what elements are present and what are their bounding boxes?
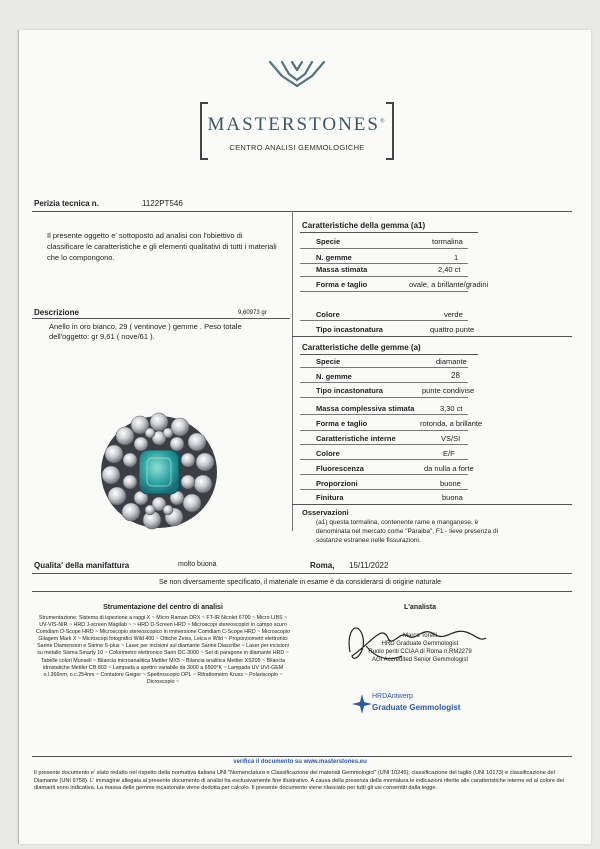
gem-a1-title: Caratteristiche della gemma (a1) [302, 221, 426, 230]
report-label: Perizia tecnica n. [34, 199, 99, 208]
gem-a-value: E/F [443, 449, 455, 458]
place-label: Roma, [310, 561, 335, 570]
gem-a1-value: ovale, a brillante/gradini [409, 280, 489, 289]
legal-notice: Il presente documento e' stato redatto nel rispetto della normativa italiana UNI "Nomenclatura e Classificazione dei materiali Gemmologici" (UNI 10245), classificazione del taglio (UNI 10173) e classificazione del Diamante (UNI 9758). L' immagine allegata al presente documento di analisi ha esclusivamente fine illustrativo. A causa della presenza della montatura le indicazioni riferite alle caratteristiche interne ed al colore dei diamanti sono indicativa. La massa delle gemme incastonate viene dedotta per calcolo. Il presente documento viene rilasciato per tutti gli usi consentiti dalla legge. [34, 770, 564, 792]
gem-a-label: Tipo incastonatura [316, 386, 383, 395]
header-divider [32, 211, 572, 212]
analyst-line: AGI Accredited Senior Gemmologist [371, 657, 469, 663]
description-weight: 9,60973 gr [238, 310, 267, 316]
gem-a-label: Proporzioni [316, 479, 358, 488]
quality-label: Qualita' della manifattura [34, 561, 130, 570]
instruments-title: Strumentazione del centro di analisi [103, 604, 223, 611]
gem-a-label: Colore [316, 449, 340, 458]
analyst-credentials [330, 632, 510, 664]
gem-a-label: Specie [316, 357, 341, 366]
gem-a1-value: verde [444, 310, 463, 319]
origin-disclaimer: Se non diversamente specificato, il materiale in esame è da considerarsi di origine naturale [158, 579, 442, 586]
verify-link[interactable]: verifica il documento su www.masterstones.eu [233, 759, 367, 765]
brand-logo [200, 102, 394, 160]
gem-a-label: Massa complessiva stimata [316, 404, 415, 413]
analyst-title: L'analista [403, 604, 436, 611]
description-divider [32, 318, 290, 319]
instruments-text: Strumentazione: Sistema di ispezione a raggi X ~ Micro Raman DRX ~ FT-IR Nicolet 6700 ~ Micro LIBS ~ UV-VIS-NIR ~ HRD J-screen Magilab ~ ~ HRD D-Screen HRD ~ Microscopi stereoscopici in campo scuro Comdiam D-Scope HRD ~ Microscopio stereoscopico in immersione Comdiam C-Scope HRD ~ Microscopio Gilagem Mark X ~ Microscopi fotografici Wild 400 ~ Ottiche Zeiss, Leica e Wild ~ Proporziometri elettronici Sarine Diamension e Sarine S-plus ~ Laser per incisioni sul diamante Sarine Diascribe ~ Laser per incisioni su metallo Sisma Smarty 10 ~ Colorimetro elettronico Sarin DC-3000 ~ Set di paragone in diamante HRD ~ Tabelle colori Munsell ~ Bilancia microanalitica Mettler MX5 ~ Bilancia analitica Mettler XS205 ~ Bilancia idrostatiche Mettler CB 803 ~ Lampada a spettro variabile da 3000 a 6500°K ~ Lampada UV UVI-GEM o.l.366nm, o.c.254nm ~ Contatore Geiger ~ Spettroscopio OPL ~ Rifrattometro Kruss ~ Polariscopio ~ Dicroscopio ~ [35, 615, 291, 685]
gem-a1-label: Specie [316, 237, 341, 246]
gem-a1-value: quattro punte [430, 325, 475, 334]
gem-a-title: Caratteristiche delle gemme (a) [302, 343, 421, 352]
gem-a-label: Forma e taglio [316, 419, 368, 428]
gem-a-label: N. gemme [316, 372, 352, 381]
hrd-star-icon [352, 694, 372, 714]
gem-a-value: diamante [436, 357, 467, 366]
analyst-line: Ruolo periti CCIAA di Roma n.RM2279 [368, 649, 472, 655]
gem-a-value: da nulla a forte [424, 464, 474, 473]
gem-a1-label: Massa stimata [316, 265, 368, 274]
quality-value: molto buona [178, 561, 217, 568]
diamond-logo-icon [262, 56, 332, 96]
brand-name: MASTERSTONES® [207, 114, 387, 135]
hrd-badge-bottom: Graduate Gemmologist [372, 703, 461, 712]
analyst-line: HRD Graduate Gemmologist [381, 641, 459, 647]
gem-a-value: 3,30 ct [440, 404, 463, 413]
analyst-name: Marco Torelli [403, 633, 437, 639]
observations-label: Osservazioni [302, 508, 349, 517]
date-value: 15/11/2022 [349, 561, 389, 570]
gem-a1-label: N. gemme [316, 253, 352, 262]
gem-a1-value: 1 [454, 253, 459, 262]
gem-a-value: VS/SI [441, 434, 461, 443]
report-number: 1122PT546 [142, 199, 183, 208]
gem-a-value: punte condivise [422, 386, 475, 395]
ring-photo [84, 400, 234, 540]
description-label: Descrizione [34, 308, 79, 317]
hrd-badge-top: HRDAntwerp [372, 693, 413, 700]
gem-a-label: Fluorescenza [316, 464, 364, 473]
gem-a-value: rotonda, a brillante [420, 419, 483, 428]
gem-a-value: buona [442, 493, 463, 502]
intro-text: Il presente oggetto e' sottoposto ad analisi con l'obiettivo di classificare le caratteristiche e gli elementi qualitativi di tutti i materiali che lo compongono. [47, 231, 277, 262]
gem-a1-label: Colore [316, 310, 340, 319]
gem-a1-value: tormalina [432, 237, 463, 246]
gem-a1-label: Tipo incastonatura [316, 325, 383, 334]
description-text: Anello in oro bianco, 29 ( ventinove ) gemme . Peso totale dell'oggetto: gr 9,61 ( nove/61 ). [49, 322, 242, 341]
brand-subtitle: CENTRO ANALISI GEMMOLOGICHE [229, 143, 365, 152]
column-divider [292, 211, 293, 531]
gem-a-label: Finitura [316, 493, 344, 502]
gem-a-value: 28 [451, 371, 460, 380]
gem-a1-value: 2,40 ct [438, 265, 461, 274]
gem-a-label: Caratteristiche interne [316, 434, 396, 443]
observations-text: (a1) questa tormalina, contenente rame e manganese, è denominata nel mercato come "Paraiba", F1 - lieve presenza di sostanze estranee nelle fissurazioni. [316, 519, 499, 544]
gem-a-value: buone [440, 479, 461, 488]
gem-a1-label: Forma e taglio [316, 280, 368, 289]
